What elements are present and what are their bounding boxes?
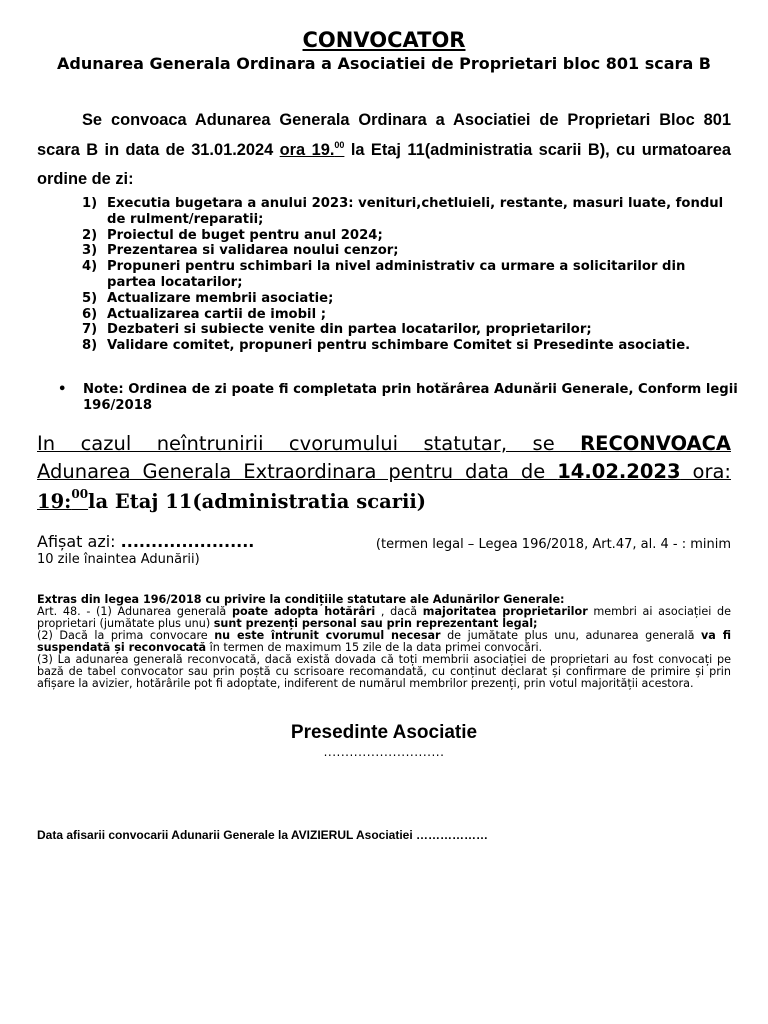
agenda-item-text: Validare comitet, propuneri pentru schimbare Comitet si Presedinte asociatie. xyxy=(107,338,691,354)
agenda-item xyxy=(82,259,732,291)
agenda-item-text: Proiectul de buget pentru anul 2024; xyxy=(107,227,383,243)
note xyxy=(58,382,738,414)
p1-f: sunt prezenți personal sau prin reprezentant legal; xyxy=(213,617,538,630)
agenda-item-number: 2) xyxy=(82,227,98,243)
reconvocation-time-hour: 19: xyxy=(37,490,72,513)
agenda-item-text: Prezentarea si validarea noului cenzor; xyxy=(107,243,399,259)
agenda-item-text: Actualizarea cartii de imobil ; xyxy=(107,306,326,322)
agenda-item-number: 6) xyxy=(82,306,98,322)
agenda-item xyxy=(82,243,732,259)
agenda-item xyxy=(82,307,732,323)
p1-e: membri ai asociației de proprietari (jumătate plus unu) xyxy=(37,605,731,630)
president-signature-line: ............................ xyxy=(323,745,445,759)
p2-d: va fi suspendată și reconvocată xyxy=(37,629,732,654)
agenda-item-number: 5) xyxy=(82,290,98,306)
footer-label: Data afisarii convocarii Adunarii Generale la AVIZIERUL Asociatiei xyxy=(37,828,417,842)
legal-term-note: (termen legal – Legea 196/2018, Art.47, al. 4 - : minim xyxy=(375,537,731,552)
agenda-item-number: 1) xyxy=(82,196,98,211)
meeting-time-label: ora 19. xyxy=(279,140,335,159)
p2-b: nu este întrunit cvorumul necesar xyxy=(214,629,441,642)
agenda-list xyxy=(82,196,732,354)
footer-blank: ……………… xyxy=(416,828,489,842)
agenda-item-text: Actualizare membrii asociatie; xyxy=(107,290,334,306)
reconvocation-text-3: ora: xyxy=(680,460,731,483)
agenda-item xyxy=(82,196,732,228)
reconvocation-line-1 xyxy=(37,430,731,458)
agenda-item-text: Executia bugetara a anului 2023: venituri,chetluieli, restante, masuri luate, fondul de rulment/reparatii; xyxy=(107,196,724,227)
p1-b: poate adopta hotărâri xyxy=(231,605,376,618)
reconvocation-text-1: In cazul neîntrunirii cvorumului statutar, se xyxy=(37,432,581,455)
reconvocation-line-2 xyxy=(37,458,731,486)
p2-c: de jumătate plus unu, adunarea generală xyxy=(440,629,702,642)
law-extract-paragraph-2 xyxy=(37,630,731,654)
agenda-item xyxy=(82,338,732,354)
reconvocation-date: 14.02.2023 xyxy=(557,460,681,483)
document-subtitle: Adunarea Generala Ordinara a Asociatiei de Proprietari bloc 801 scara B xyxy=(57,54,711,73)
reconvocation-line-3 xyxy=(37,488,731,516)
p2-e: în termen de maximum 15 zile de la data primei convocări. xyxy=(206,641,543,654)
note-bullet: • xyxy=(58,382,67,397)
law-extract xyxy=(37,594,731,690)
agenda-item xyxy=(82,322,732,338)
agenda-item xyxy=(82,291,732,307)
agenda-item-number: 3) xyxy=(82,243,98,259)
law-extract-paragraph-1 xyxy=(37,606,731,630)
agenda-item-number: 8) xyxy=(82,338,98,354)
agenda-item-number: 7) xyxy=(82,322,98,338)
note-text: Note: Ordinea de zi poate fi completata prin hotărârea Adunării Generale, Conform legii 196/2018 xyxy=(83,382,738,413)
p1-a: Art. 48. - (1) Adunarea generală xyxy=(37,605,232,618)
reconvoca-word: RECONVOACA xyxy=(580,432,731,455)
reconvocation-text-2: Adunarea Generala Extraordinara pentru data de xyxy=(37,460,558,483)
reconvocation-paragraph xyxy=(37,430,731,516)
president-title: Presedinte Asociatie xyxy=(290,722,478,743)
reconvocation-place: la Etaj 11(administratia scarii) xyxy=(88,490,427,513)
meeting-time-minutes: 00 xyxy=(334,139,345,150)
agenda-item-text: Dezbateri si subiecte venite din partea locatarilor, proprietarilor; xyxy=(107,322,592,338)
convocation-paragraph xyxy=(37,106,731,195)
reconvocation-time xyxy=(37,487,89,513)
meeting-time xyxy=(280,141,345,159)
posted-label: Afișat azi: xyxy=(37,532,121,551)
p1-c: , dacă xyxy=(375,605,423,618)
law-extract-heading: Extras din legea 196/2018 cu privire la condițiile statutare ale Adunărilor Generale: xyxy=(37,593,565,606)
posting-date-footer xyxy=(37,828,731,842)
posted-date-blank: ...................... xyxy=(120,532,255,551)
agenda-item xyxy=(82,228,732,244)
law-extract-paragraph-3: (3) La adunarea generală reconvocată, dacă există dovada că toți membrii asociației de proprietari au fost convocați pe bază de tabel convocator sau prin poștă cu scrisoare recomandată, cu conținut declarat și confirmare de primire și prin afișare la avizier, hotărârile pot fi adoptate, indiferent de numărul membrilor prezenți, prin votul majorității acestora. xyxy=(37,653,731,690)
legal-term-note-cont: 10 zile înaintea Adunării) xyxy=(37,552,200,567)
p2-a: (2) Dacă la prima convocare xyxy=(37,629,215,642)
reconvocation-time-minutes: 00 xyxy=(71,487,89,501)
posting-info xyxy=(37,532,731,567)
intro-text-2: la Etaj 11(administratia scarii B), cu urmatoarea ordine de zi: xyxy=(37,140,731,188)
agenda-item-text: Propuneri pentru schimbari la nivel administrativ ca urmare a solicitarilor din partea locatarilor; xyxy=(107,259,686,290)
p1-d: majoritatea proprietarilor xyxy=(422,605,588,618)
intro-text-1: Se convoaca Adunarea Generala Ordinara a Asociatiei de Proprietari Bloc 801 scara B in data de 31.01.2024 xyxy=(37,111,731,159)
agenda-item-number: 4) xyxy=(82,259,98,275)
document-title: CONVOCATOR xyxy=(302,28,466,52)
